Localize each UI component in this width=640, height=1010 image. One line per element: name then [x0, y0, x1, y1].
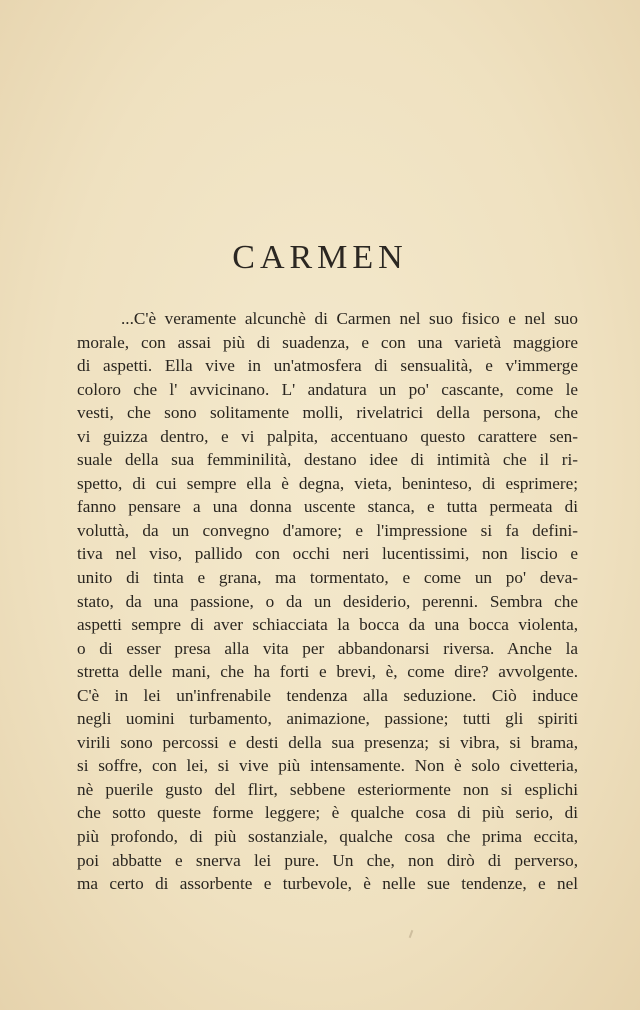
text-line: negli uomini turbamento, animazione, passione; tutti gli spiriti [77, 709, 578, 729]
text-line: suale della sua femminilità, destano idee di intimità che il ri- [77, 450, 578, 470]
text-line: poi abbatte e snerva lei pure. Un che, non dirò di perverso, [77, 850, 578, 870]
chapter-title: CARMEN [232, 239, 408, 276]
text-line: ma certo di assorbente e turbevole, è nelle sue tendenze, e nel [77, 874, 578, 894]
text-line: aspetti sempre di aver schiacciata la bocca da una bocca violenta, [77, 615, 578, 635]
text-line: ...C'è veramente alcunchè di Carmen nel suo fisico e nel suo [121, 309, 578, 328]
text-line: si soffre, con lei, si vive più intensamente. Non è solo civetteria, [77, 756, 578, 776]
text-line: unito di tinta e grana, ma tormentato, e come un po' deva- [77, 568, 578, 588]
text-line: morale, con assai più di suadenza, e con una varietà maggiore [77, 332, 578, 352]
text-line: stretta delle mani, che ha forti e brevi, è, come dire? avvolgente. [77, 662, 578, 682]
paper-speck [409, 930, 414, 938]
text-line: di aspetti. Ella vive in un'atmosfera di sensualità, e v'immerge [77, 356, 578, 376]
text-line: più profondo, di più sostanziale, qualche cosa che prima eccita, [77, 827, 578, 847]
text-line: stato, da una passione, o da un desiderio, perenni. Sembra che [77, 591, 578, 611]
text-line: tiva nel viso, pallido con occhi neri lucentissimi, non liscio e [77, 544, 578, 564]
text-line: spetto, di cui sempre ella è degna, vieta, beninteso, di esprimere; [77, 473, 578, 493]
text-line: nè puerile gusto del flirt, sebbene esteriormente non si esplichi [77, 779, 578, 799]
text-line: voluttà, da un convegno d'amore; e l'impressione si fa defini- [77, 520, 578, 540]
text-line: vi guizza dentro, e vi palpita, accentuano questo carattere sen- [77, 426, 578, 446]
text-line: fanno pensare a una donna uscente stanca, e tutta permeata di [77, 497, 578, 517]
text-line: o di esser presa alla vita per abbandonarsi riversa. Anche la [77, 638, 578, 658]
body-text [77, 307, 578, 896]
text-line: che sotto queste forme leggere; è qualche cosa di più serio, di [77, 803, 578, 823]
text-line: virili sono percossi e desti della sua presenza; si vibra, si brama, [77, 732, 578, 752]
text-line: vesti, che sono solitamente molli, rivelatrici della persona, che [77, 403, 578, 423]
text-line: coloro che l' avvicinano. L' andatura un po' cascante, come le [77, 379, 578, 399]
text-line: C'è in lei un'infrenabile tendenza alla seduzione. Ciò induce [77, 685, 578, 705]
